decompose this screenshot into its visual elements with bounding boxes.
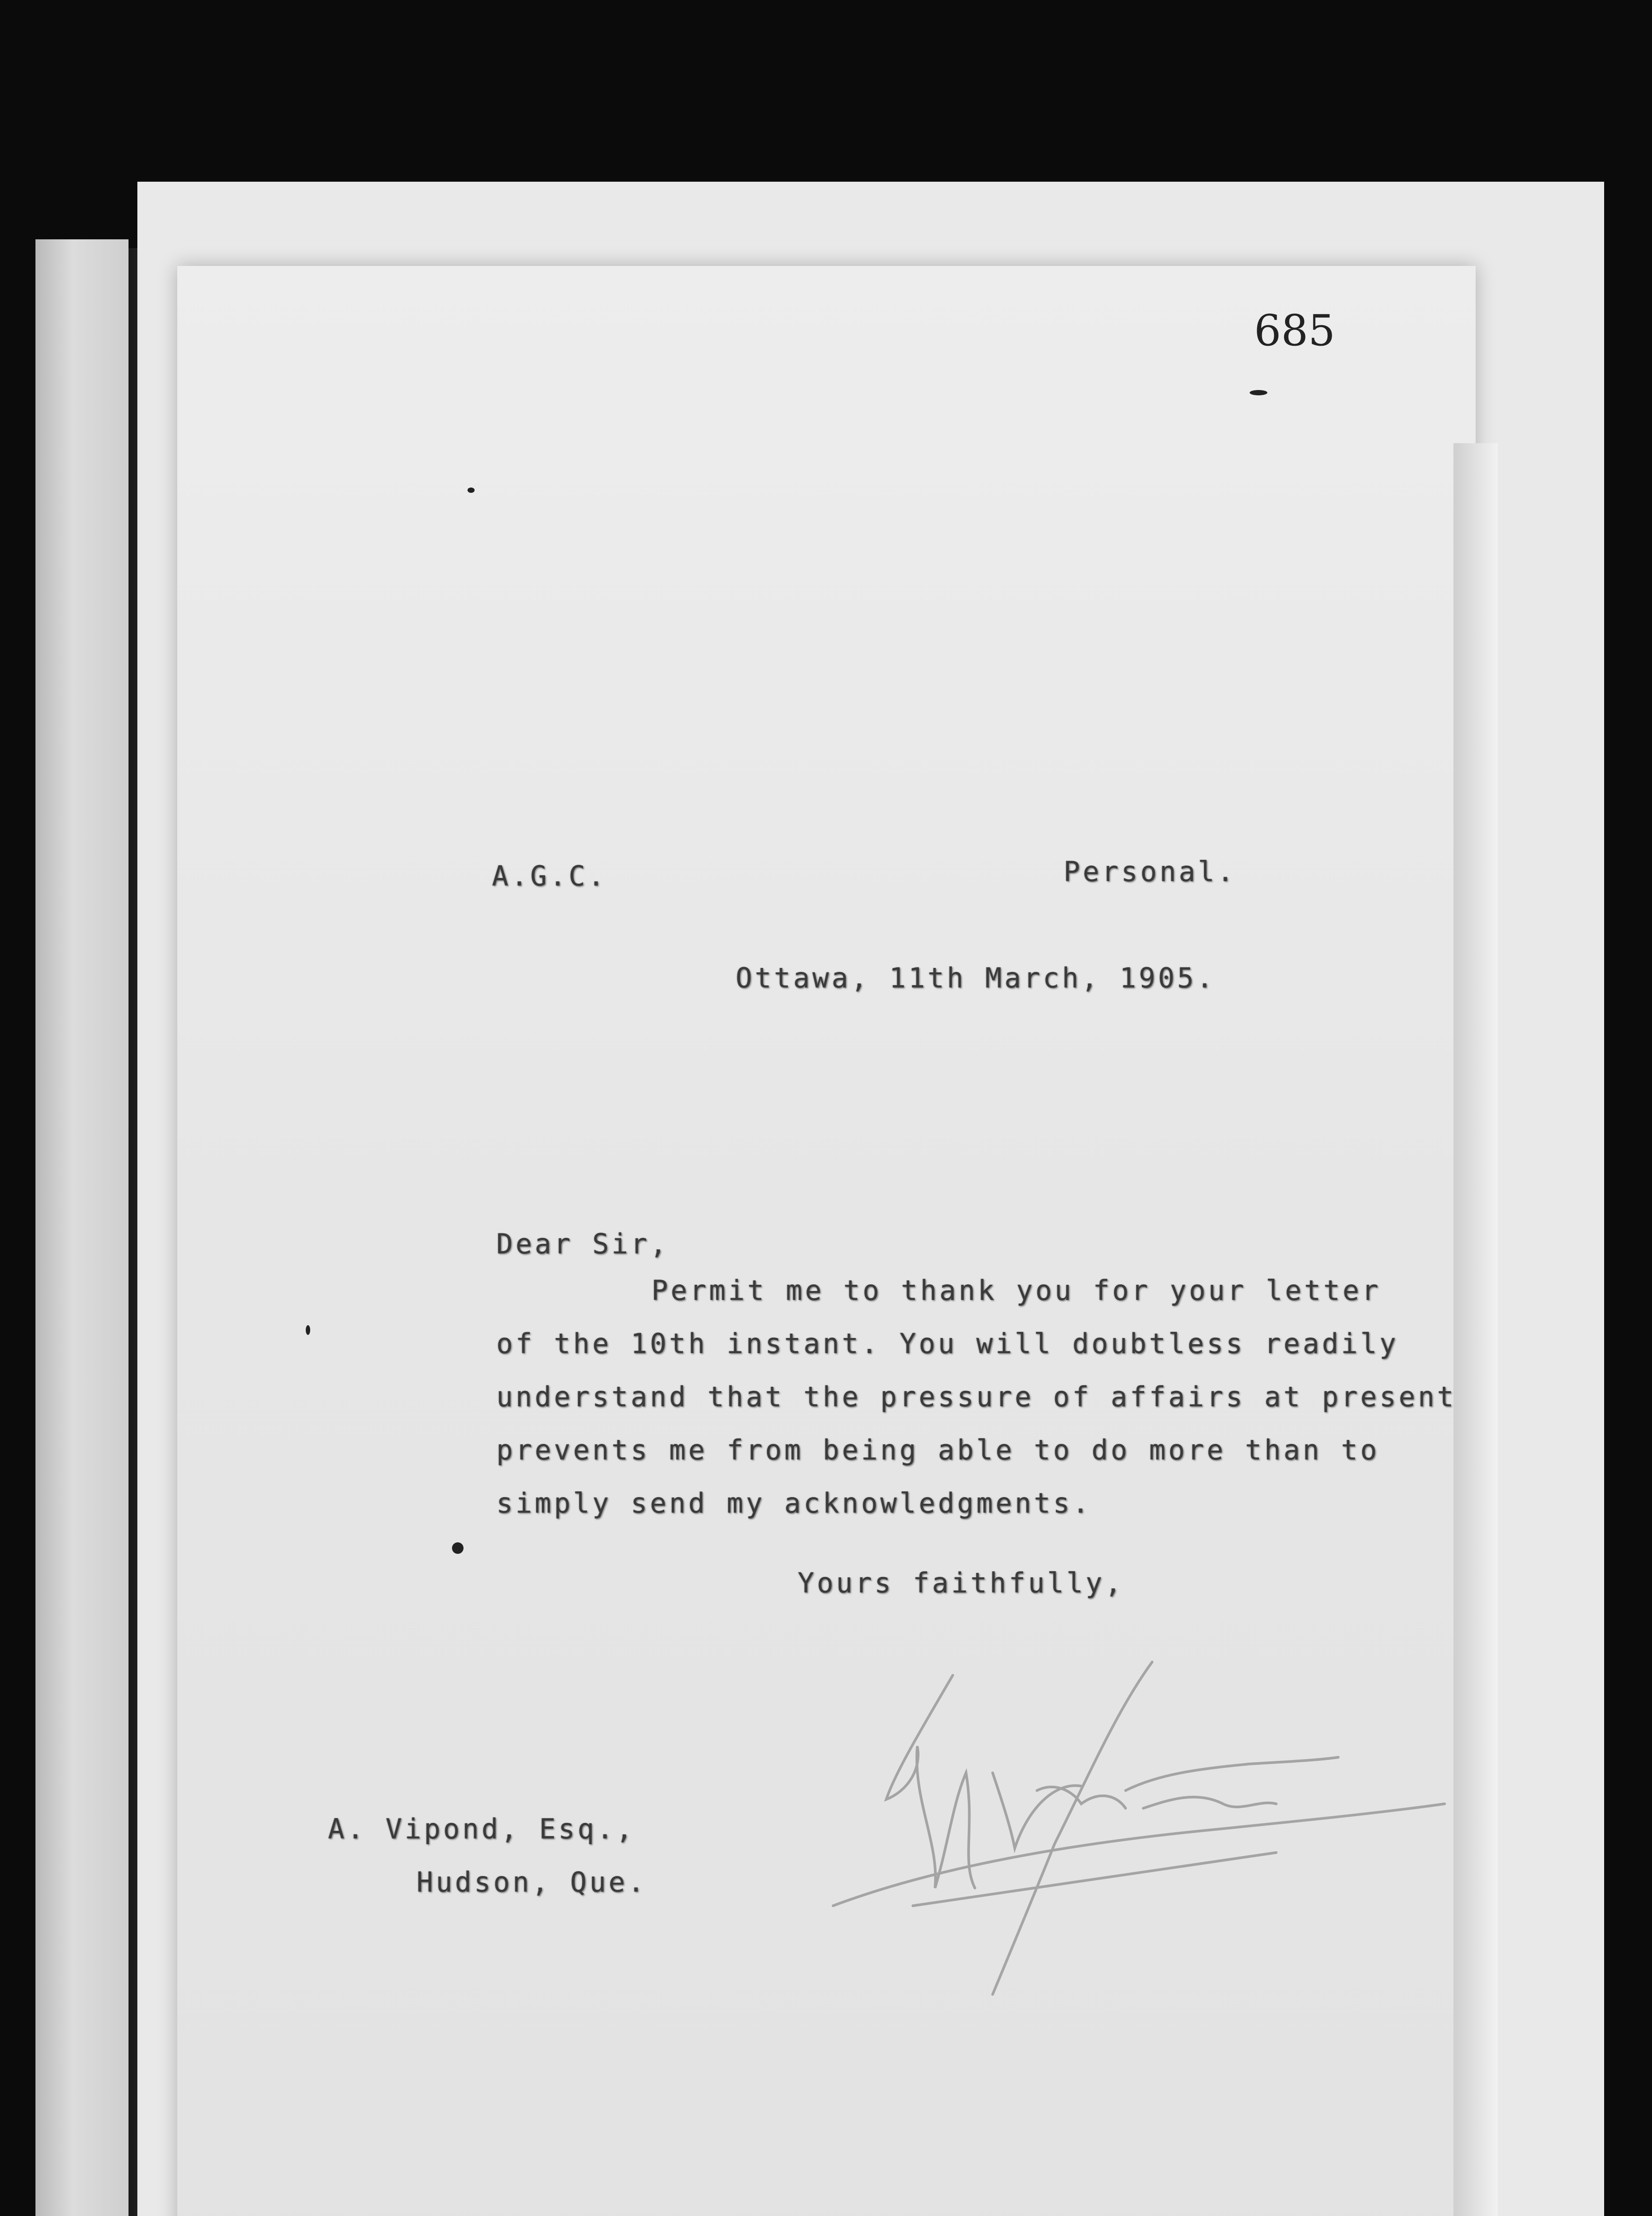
addressee-place: Hudson, Que. — [417, 1866, 647, 1898]
film-speck — [452, 1542, 464, 1554]
film-speck — [306, 1325, 310, 1335]
body-line: prevents me from being able to do more than to — [496, 1434, 1380, 1466]
dateline: Ottawa, 11th March, 1905. — [736, 962, 1216, 994]
salutation: Dear Sir, — [496, 1228, 669, 1260]
personal-marking: Personal. — [1064, 855, 1236, 888]
volume-page-edge — [35, 239, 129, 2216]
folio-number: 685 — [1254, 306, 1336, 355]
film-speck — [1250, 390, 1267, 395]
sheet-edge — [1453, 443, 1498, 2216]
closing: Yours faithfully, — [798, 1567, 1124, 1599]
body-line: understand that the pressure of affairs at present — [496, 1381, 1457, 1413]
sender-initials: A.G.C. — [492, 860, 607, 892]
signature — [807, 1658, 1453, 2012]
body-line: simply send my acknowledgments. — [496, 1487, 1092, 1519]
body-line: Permit me to thank you for your letter — [651, 1274, 1381, 1307]
film-speck — [468, 488, 475, 493]
body-line: of the 10th instant. You will doubtless readily — [496, 1327, 1399, 1360]
addressee-name: A. Vipond, Esq., — [328, 1813, 635, 1845]
